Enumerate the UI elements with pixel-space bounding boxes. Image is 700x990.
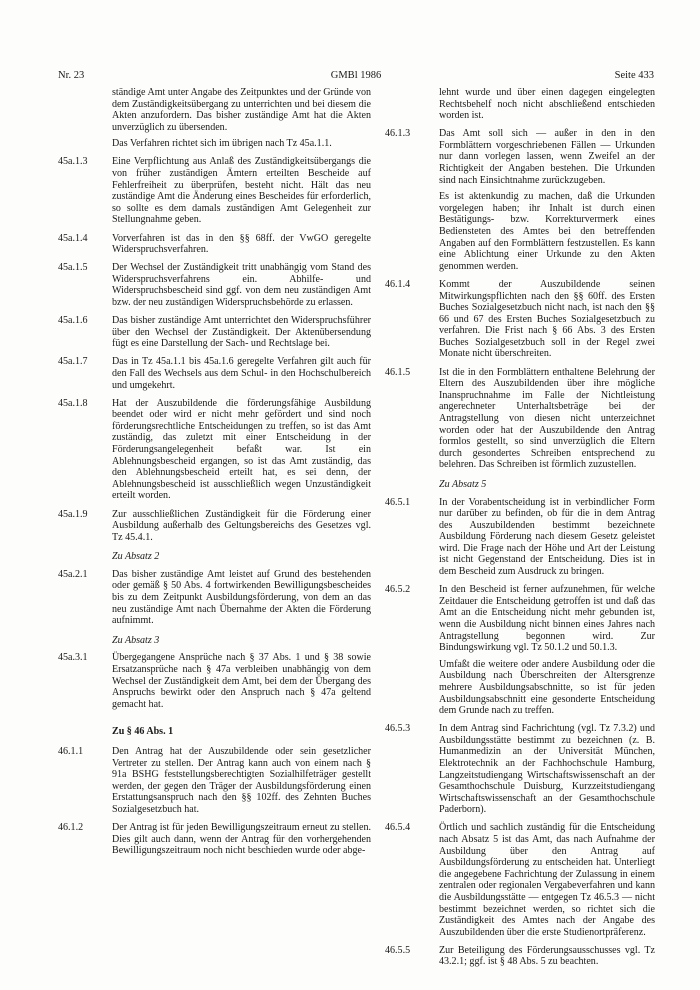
paragraph: [385, 87, 655, 122]
paragraph-number: 46.5.1: [385, 496, 411, 508]
paragraph-body: [439, 128, 655, 272]
paragraph-body: [439, 279, 655, 360]
right-column: [385, 87, 655, 975]
paragraph-body: [112, 746, 371, 816]
paragraph: [58, 746, 371, 816]
paragraph: [385, 367, 655, 471]
paragraph-number: 45a.1.4: [58, 232, 88, 244]
paragraph-body: [439, 945, 655, 968]
paragraph-body: [112, 87, 371, 150]
paragraph: [58, 262, 371, 308]
paragraph: [385, 279, 655, 360]
paragraph-body: [112, 156, 371, 226]
paragraph-number: [385, 87, 439, 122]
paragraph-text: Das bisher zuständige Amt unterrichtet den Widerspruchsführer über den Wechsel der Zuständigkeit. Der Aktenübersendung fügt es eine Darstellung der Sach- und Rechtslage bei.: [112, 315, 371, 350]
paragraph-number: 45a.1.7: [58, 356, 88, 368]
subsection-heading: Zu Absatz 5: [439, 478, 487, 490]
paragraph-body: [439, 584, 655, 717]
paragraph-number: 46.5.2: [385, 584, 411, 596]
paragraph-body: [112, 652, 371, 710]
paragraph-text: In dem Antrag sind Fachrichtung (vgl. Tz 7.3.2) und Ausbildungsstätte bestimmt zu bezeichnen (z. B. Humanmedizin an der Universität München, Elektrotechnik an der Fachhochschule Hamburg, Langzeitstudiengang Wirtschaftswissenschaft an der Gesamthochschule Duisburg, Kurzzeitstudiengang Wirtschaftswissenschaft an der Gesamthochschule Paderborn).: [439, 723, 655, 816]
paragraph: [385, 497, 655, 578]
paragraph-text: Das Amt soll sich — außer in den in den Formblättern vorgeschriebenen Fällen — Urkunden nur dann vorlegen lassen, wenn Zweifel an der Richtigkeit der Angaben bestehen. Die Urkunden sind nach Einsichtnahme zurückzugeben.: [439, 128, 655, 186]
paragraph-text: Zur Beteiligung des Förderungsausschusses vgl. Tz 43.2.1; ggf. ist § 48 Abs. 5 zu beachten.: [439, 944, 655, 968]
paragraph-text: Das bisher zuständige Amt leistet auf Grund des bestehenden oder gemäß § 50 Abs. 4 fortwirkenden Bewilligungsbescheides bis zu dem Zeitpunkt Ausbildungsförderung, von dem an das neu zuständige Amt nach Übernahme der Akten die Förderung aufnimmt.: [112, 568, 371, 627]
paragraph: [385, 584, 655, 717]
paragraph-number: 46.5.4: [385, 822, 411, 834]
paragraph-number: 45a.2.1: [58, 568, 88, 580]
paragraph-body: [112, 356, 371, 391]
paragraph: [58, 822, 371, 857]
paragraph-text: Ist die in den Formblättern enthaltene Belehrung der Eltern des Auszubildenden über ihre mögliche Inanspruchnahme im Falle der Nichtleistung angerechneter Unterhaltsbeträge bei der Antragstellung von diesen nicht unterzeichnet worden oder hat der Auszubildende den Antrag formlos gestellt, so sind unverzüglich die Eltern durch gesondertes Schreiben entsprechend zu belehren. Das Schreiben ist förmlich zuzustellen.: [439, 366, 655, 471]
paragraph: [58, 356, 371, 391]
paragraph-text: Vorverfahren ist das in den §§ 68ff. der VwGO geregelte Widerspruchsverfahren.: [112, 232, 371, 256]
paragraph-text: Zur ausschließlichen Zuständigkeit für die Förderung einer Ausbildung außerhalb des Geltungsbereichs des Gesetzes vgl. Tz 45.4.1.: [112, 508, 371, 543]
paragraph-body: [112, 315, 371, 350]
paragraph-number: 46.5.3: [385, 723, 411, 735]
paragraph-text: ständige Amt unter Angabe des Zeitpunktes und der Gründe von dem Zuständigkeitsübergang zu unterrichten und bei diesem die Akten anzufordern. Das bisher zuständige Amt hat die Akten unverzüglich zu übersenden.: [112, 87, 371, 133]
paragraph: [385, 128, 655, 272]
paragraph: [58, 87, 371, 150]
paragraph-number: 45a.3.1: [58, 652, 88, 664]
paragraph-text: In den Bescheid ist ferner aufzunehmen, für welche Zeitdauer die Entscheidung getroffen ist und daß das Amt an die Entscheidung nicht mehr gebunden ist, wenn die Ausbildung nicht binnen eines Jahres nach Antragstellung begonnen wird. Zur Bindungswirkung vgl. Tz 50.1.2 und 50.1.3.: [439, 584, 655, 654]
paragraph-body: [112, 822, 371, 857]
paragraph-text: Umfaßt die weitere oder andere Ausbildung oder die Ausbildung nach Überschreiten der Altersgrenze mehrere Ausbildungsabschnitte, so ist für jeden Ausbildungsabschnitt eine gesonderte Entscheidung dem Grunde nach zu treffen.: [439, 658, 655, 717]
paragraph-body: [439, 367, 655, 471]
paragraph-number: 45a.1.3: [58, 156, 88, 168]
paragraph-body: [112, 509, 371, 544]
paragraph-text: Das in Tz 45a.1.1 bis 45a.1.6 geregelte Verfahren gilt auch für den Fall des Wechsels aus dem Schul- in den Hochschulbereich und umgekehrt.: [112, 356, 371, 391]
subsection-heading: Zu Absatz 3: [112, 634, 160, 646]
paragraph-text: lehnt wurde und über einen dagegen eingelegten Rechtsbehelf noch nicht abschließend entschieden worden ist.: [439, 87, 655, 122]
left-column: [58, 87, 371, 863]
paragraph: [58, 156, 371, 226]
paragraph-number: 46.5.5: [385, 944, 411, 956]
paragraph-text: Den Antrag hat der Auszubildende oder sein gesetzlicher Vertreter zu stellen. Der Antrag kann auch von einem nach § 91a BSHG feststellungsberechtigten Sozialhilfeträger gestellt werden, der gegen den Träger der Ausbildungsförderung einen Erstattungsanspruch nach den §§ 102ff. des Zehnten Buches Sozialgesetzbuch hat.: [112, 746, 371, 815]
paragraph: [58, 315, 371, 350]
paragraph-number: 46.1.5: [385, 366, 411, 378]
paragraph-number: 46.1.1: [58, 746, 84, 757]
paragraph: [58, 233, 371, 256]
publication-title: GMBl 1986: [330, 70, 382, 81]
paragraph-number: 45a.1.8: [58, 397, 88, 409]
paragraph-number: 46.1.4: [385, 278, 411, 290]
paragraph-number: 45a.1.5: [58, 262, 88, 274]
paragraph-text: Eine Verpflichtung aus Anlaß des Zuständigkeitsübergangs die von früher zuständigen Ämtern erteilten Bescheide auf Fehlerfreiheit zu überprüfen, besteht nicht. Hält das neu zuständige Amt die Änderung eines Bescheides für erforderlich, so sollte es dem damals zuständigen Amt Gelegenheit zur Stellungnahme geben.: [112, 156, 371, 226]
paragraph: [58, 652, 371, 710]
paragraph: [385, 945, 655, 968]
paragraph-text: Kommt der Auszubildende seinen Mitwirkungspflichten nach den §§ 60ff. des Ersten Buches Sozialgesetzbuch nicht nach, ist nach den §§ 66 und 67 des Ersten Buches Sozialgesetzbuch zu verfahren. Die Frist nach § 66 Abs. 3 des Ersten Buches Sozialgesetzbuch soll in der Regel zwei Monate nicht überschreiten.: [439, 278, 655, 360]
paragraph: [58, 569, 371, 627]
paragraph-number: 45a.1.6: [58, 315, 88, 327]
paragraph-body: [439, 497, 655, 578]
paragraph: [58, 398, 371, 502]
paragraph-text: Es ist aktenkundig zu machen, daß die Urkunden vorgelegen haben; ihr Inhalt ist durch einen Bestätigungs- bzw. Korrekturvermerk eines Bediensteten des Amtes bei den betreffenden Angaben auf den Formblättern festzustellen. Es kann eine Ablichtung einer Urkunde zu den Akten genommen werden.: [439, 191, 655, 272]
paragraph-body: [112, 569, 371, 627]
paragraph-body: [112, 233, 371, 256]
paragraph-number: 45a.1.9: [58, 508, 88, 520]
paragraph: [58, 509, 371, 544]
issue-number: Nr. 23: [58, 70, 85, 81]
paragraph: [385, 822, 655, 938]
paragraph-text: Der Wechsel der Zuständigkeit tritt unabhängig vom Stand des Widerspruchsverfahrens ein. Abhilfe- und Widerspruchsbescheid sind ggf. von dem neu zuständigen Amt bzw. der neu zuständigen Widerspruchsbehörde zu erlassen.: [112, 262, 371, 308]
paragraph-number: [58, 87, 112, 150]
paragraph-body: [439, 87, 655, 122]
paragraph-text: Hat der Auszubildende die förderungsfähige Ausbildung beendet oder wird er nicht mehr gefördert und sind noch förderungsrechtliche Entscheidungen zu treffen, so ist das Amt zuständig, das zuletzt mit einer Entscheidung in der Förderungsangelegenheit befaßt war. Ist ein Ablehnungsbescheid ergangen, so ist das Amt zuständig, das den Ablehnungsbescheid erteilt hat, es sei denn, der Ablehnungsbescheid ist ausschließlich wegen Unzuständigkeit erteilt worden.: [112, 397, 371, 502]
paragraph: [385, 723, 655, 816]
subsection-heading: Zu Absatz 2: [112, 551, 160, 563]
paragraph-body: [112, 262, 371, 308]
paragraph-text: In der Vorabentscheidung ist in verbindlicher Form nur darüber zu befinden, ob für die in dem Antrag des Auszubildenden bestimmt bezeichnete Ausbildung Förderung nach diesem Gesetz geleistet wird. Die Frage nach der Höhe und Art der Leistung ist nicht Gegenstand der Entscheidung. Dies ist in dem Bescheid zum Ausdruck zu bringen.: [439, 496, 655, 578]
paragraph-text: Übergegangene Ansprüche nach § 37 Abs. 1 und § 38 sowie Ersatzansprüche nach § 47a verbleiben unabhängig von dem Wechsel der Zuständigkeit dem Amt, bei dem der Übergang des Anspruchs bewirkt oder den Anspruch nach § 47a geltend gemacht hat.: [112, 652, 371, 710]
paragraph-body: [439, 822, 655, 938]
paragraph-number: 46.1.2: [58, 822, 84, 834]
paragraph-text: Das Verfahren richtet sich im übrigen nach Tz 45a.1.1.: [112, 138, 332, 150]
paragraph-body: [112, 398, 371, 502]
paragraph-text: Der Antrag ist für jeden Bewilligungszeitraum erneut zu stellen. Dies gilt auch dann, wenn der Antrag für den vorhergehenden Bewilligungszeitraum noch nicht beschieden wurde oder abge-: [112, 822, 371, 857]
page-number: Seite 433: [614, 70, 654, 81]
paragraph-body: [439, 723, 655, 816]
paragraph-text: Örtlich und sachlich zuständig für die Entscheidung nach Absatz 5 ist das Amt, das nach Aufnahme der Ausbildung über den Antrag auf Ausbildungsförderung zu entscheiden hat. Unterliegt die angegebene Fachrichtung der Zulassung in einem zentralen oder regionalen Vergabeverfahren und kann die Ausbildungsstätte — entgegen Tz 46.5.3 — nicht bestimmt bezeichnet werden, so richtet sich die Zuständigkeit des Amtes nach der Angabe des Auszubildenden über die erste Studienortpräferenz.: [439, 822, 655, 938]
section-heading: Zu § 46 Abs. 1: [112, 726, 174, 738]
paragraph-number: 46.1.3: [385, 128, 411, 140]
